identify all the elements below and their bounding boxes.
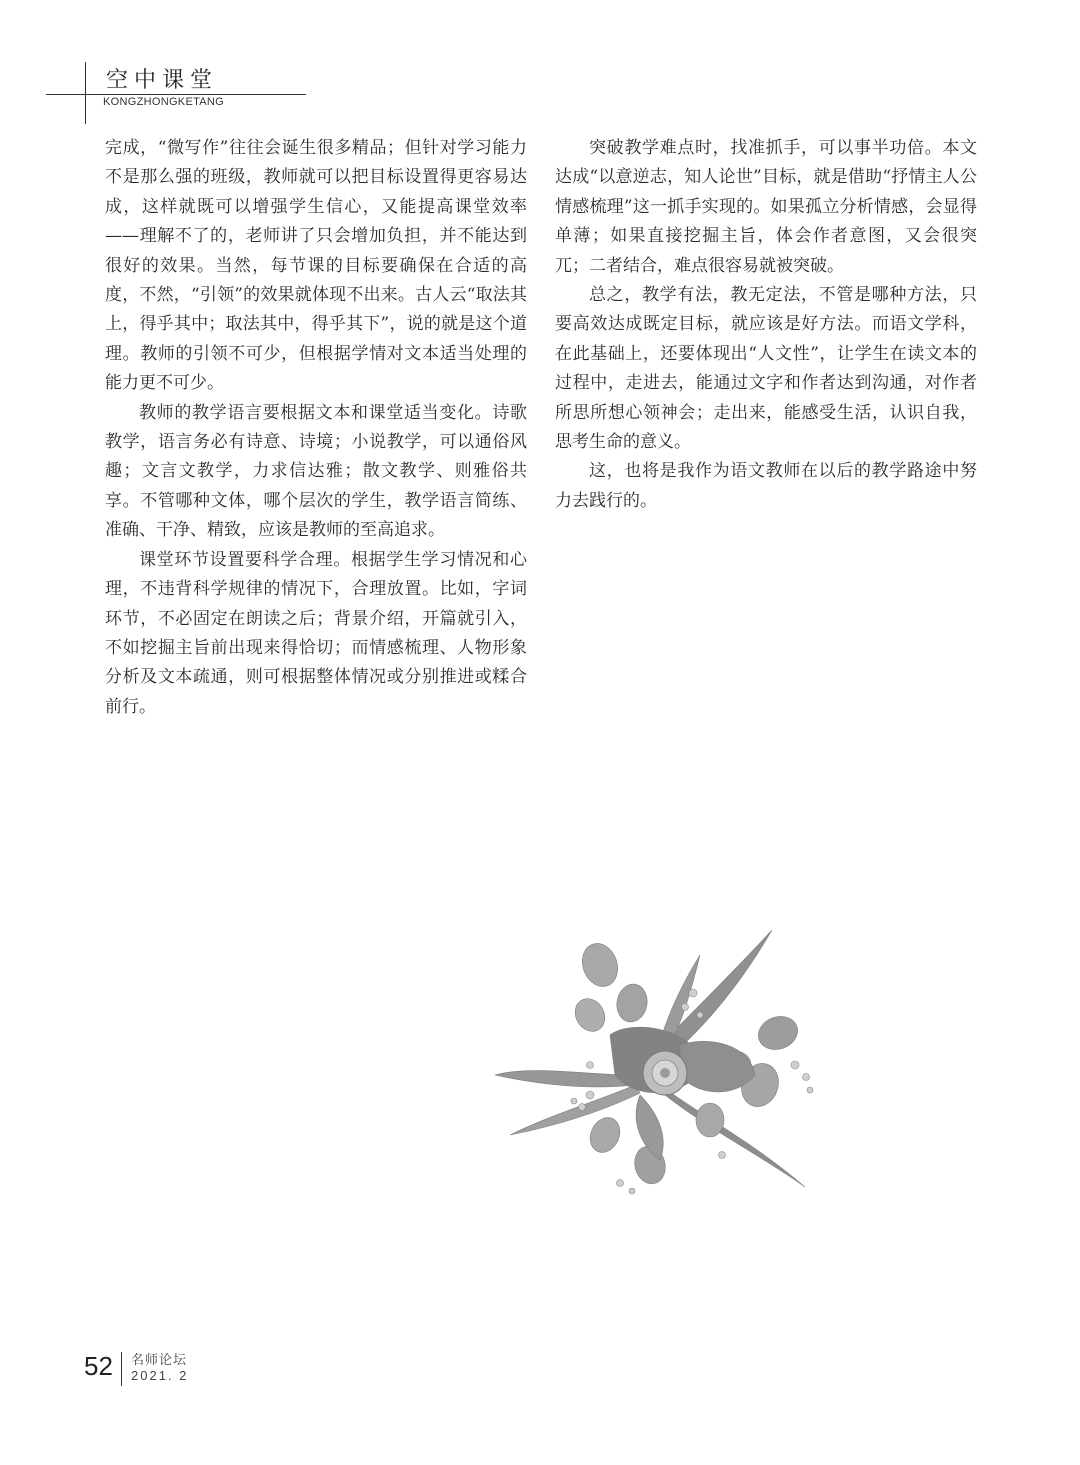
paragraph: 突破教学难点时，找准抓手，可以事半功倍。本文达成“以意逆志，知人论世”目标，就是借助“抒情主人公情感梳理”这一抓手实现的。如果孤立分析情感，会显得单薄；如果直接挖掘主旨，体会作者意图，又会很突兀；二者结合，难点很容易就被突破。 xyxy=(555,138,977,276)
paragraph: 课堂环节设置要科学合理。根据学生学习情况和心理，不违背科学规律的情况下，合理放置。比如，字词环节，不必固定在朗读之后；背景介绍，开篇就引入，不如挖掘主旨前出现来得恰切；而情感梳理、人物形象分析及文本疏通，则可根据整体情况或分别推进或糅合前行。 xyxy=(105,549,527,717)
left-text-column xyxy=(105,134,527,722)
flower-bouquet-illustration xyxy=(490,925,835,1205)
header-horizontal-rule xyxy=(46,94,306,95)
section-subtitle: KONGZHONGKETANG xyxy=(103,96,225,108)
journal-name: 名师论坛 xyxy=(131,1353,188,1368)
section-title: 空中课堂 xyxy=(106,68,219,93)
page-number: 52 xyxy=(84,1351,113,1381)
paragraph: 教师的教学语言要根据文本和课堂适当变化。诗歌教学，语言务必有诗意、诗境；小说教学，可以通俗风趣；文言文教学，力求信达雅；散文教学、则雅俗共享。不管哪种文体，哪个层次的学生，教学语言简练、准确、干净、精致，应该是教师的至高追求。 xyxy=(105,402,527,541)
paragraph: 这，也将是我作为语文教师在以后的教学路途中努力去践行的。 xyxy=(555,461,977,511)
flower-head xyxy=(643,1051,687,1095)
footer-divider xyxy=(121,1352,122,1386)
issue-date: 2021. 2 xyxy=(131,1368,189,1383)
paragraph: 完成，“微写作”往往会诞生很多精品；但针对学习能力不是那么强的班级，教师就可以把目标设置得更容易达成，这样就既可以增强学生信心，又能提高课堂效率——理解不了的，老师讲了只会增加负担，并不能达到很好的效果。当然，每节课的目标要确保在合适的高度，不然，“引领”的效果就体现不出来。古人云“取法其上，得乎其中；取法其中，得乎其下”，说的就是这个道理。教师的引领不可少，但根据学情对文本适当处理的能力更不可少。 xyxy=(105,138,527,394)
header-vertical-rule xyxy=(85,62,86,124)
paragraph: 总之，教学有法，教无定法，不管是哪种方法，只要高效达成既定目标，就应该是好方法。而语文学科，在此基础上，还要体现出“人文性”，让学生在读文本的过程中，走进去，能通过文字和作者达到沟通，对作者所思所想心领神会；走出来，能感受生活，认识自我，思考生命的意义。 xyxy=(555,285,977,453)
right-text-column xyxy=(555,134,977,516)
